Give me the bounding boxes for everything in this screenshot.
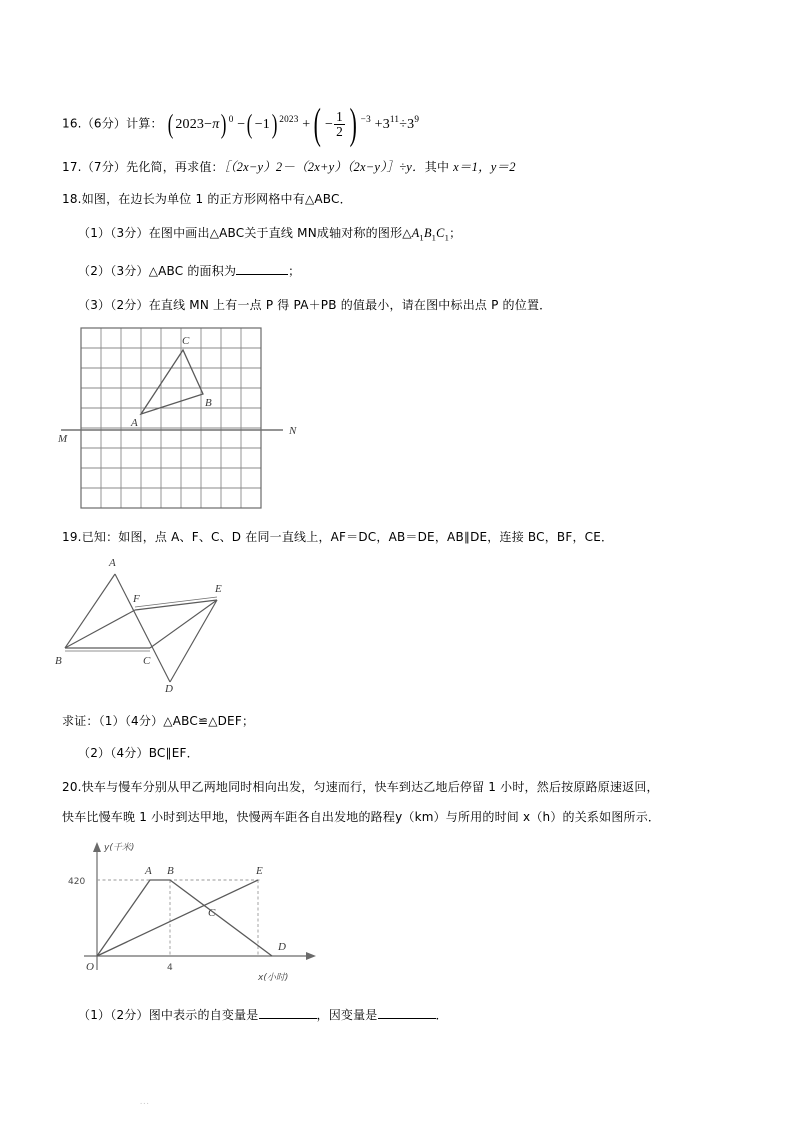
term-2023: 2023 [175,116,205,132]
p20-sub1-text-a: 图中表示的自变量是 [148,1008,259,1022]
close-paren-1: ) [221,108,227,139]
pi-symbol: π [212,116,220,132]
x-axis-arrow-icon [306,952,316,960]
prove1-points: （4分） [124,714,164,728]
grid-svg [55,322,325,522]
p20-sub1-text-b: ，因变量是 [316,1008,378,1022]
figure-20-graph [62,838,392,988]
open-paren-2: ( [247,108,253,139]
prove1-label: （1） [98,714,125,728]
term-one: 1 [262,116,270,132]
problem-19-stem-text: 已知：如图，点 A、F、C、D 在同一直线上，AF＝DC，AB＝DE，AB∥DE，连接 BC，BF，CE． [81,530,614,544]
y-axis-label: y(千米) [104,843,135,853]
x-tick-4: 4 [167,963,173,973]
problem-19-prove-1 [62,712,254,730]
sub1-b-index: 1 [431,232,437,243]
sub1-a-index: 1 [419,232,424,243]
label-A: A [109,557,116,569]
problem-20-number: 20. [62,780,82,794]
exponent-2023: 2023 [279,114,299,125]
triangle-abc [141,350,203,414]
sub1-tail: ； [449,226,462,240]
sub2-label: （2） [78,264,111,278]
fraction-denominator: 2 [336,124,344,140]
problem-17-line [62,158,516,176]
prove2-points: （4分） [110,746,149,760]
minus-frac-sign: − [325,116,334,132]
p20-sub1-tail: ． [435,1008,448,1022]
problem-18-stem [62,190,352,208]
origin-label: O [86,961,94,973]
close-paren-3: ) [349,100,358,148]
sub3-points: （2分） [110,298,149,312]
exponent-9: 9 [414,114,420,125]
label-C: C [182,335,190,347]
dependent-variable-blank[interactable] [378,1006,436,1019]
problem-18-number: 18. [62,192,82,206]
exponent-11: 11 [389,114,400,125]
point-label-C: C [208,907,216,919]
problem-17-number: 17. [62,160,82,174]
triangle-edges [65,574,217,682]
problem-16-points: （6分） [81,116,127,131]
problem-18-stem-text: 如图，在边长为单位 1 的正方形网格中有△ABC． [81,192,352,206]
problem-18-sub3 [78,296,551,314]
minus-inner: − [254,116,263,132]
sub1-c-index: 1 [444,232,450,243]
sub1-points: （3分） [110,226,149,240]
x-axis-label: x(小时) [258,973,289,983]
answer-blank-area[interactable] [236,262,288,275]
problem-20-stem-b: 快车比慢车晚 1 小时到达甲地，快慢两车距各自出发地的路程y（km）与所用的时间 x（h）的关系如图所示． [62,810,661,824]
footer-dots: ... [140,1096,150,1106]
label-B: B [55,655,62,667]
prove1-text: △ABC≌△DEF； [163,714,255,728]
minus-2: − [237,116,246,132]
grid-lines [81,328,261,508]
problem-16-line [62,100,420,148]
sub1-c-letter: C [436,226,445,240]
sub3-text: 在直线 MN 上有一点 P 得 PA＋PB 的值最小，请在图中标出点 P 的位置． [148,298,552,312]
problem-16-prompt: 计算： [126,116,163,131]
problem-18-sub1 [78,224,461,246]
problem-20-stem-line1 [62,778,659,796]
label-N: N [289,425,297,437]
term-3a: 3 [382,116,390,132]
slow-train-line [97,880,258,956]
open-paren-3: ( [314,100,322,148]
p20-sub1-label: （1） [78,1008,111,1022]
prove2-label: （2） [78,746,111,760]
problem-20-stem-line2 [62,808,660,826]
fraction-one-half [334,110,345,139]
figure-19-triangles [55,552,315,695]
sub1-label: （1） [78,226,111,240]
label-M: M [58,433,68,445]
point-label-A: A [145,865,152,877]
problem-19-prove-2 [78,744,199,762]
grid-border [81,328,261,508]
plus-1: + [302,116,311,132]
problem-20-sub1 [78,1006,448,1024]
point-label-E: E [256,865,263,877]
label-D: D [165,683,173,695]
point-label-B: B [167,865,174,877]
minus-1: − [204,116,213,132]
problem-17-points: （7分） [81,160,127,174]
problem-17-condition-prefix: 其中 [424,160,454,174]
plus-2: + [374,116,383,132]
sub1-b-letter: B [423,226,432,240]
label-E: E [215,583,222,595]
fraction-numerator: 1 [336,109,344,125]
sub1-text-a: 在图中画出△ABC关于直线 MN成轴对称的图形△ [148,226,412,240]
problem-19-number: 19. [62,530,82,544]
sub2-points: （3分） [110,264,149,278]
problem-17-expression: ［（2x−y）2－（2x+y）（2x−y）］÷y． [223,160,425,174]
problem-16-expression [166,100,420,148]
label-F: F [133,593,140,605]
y-tick-420: 420 [68,877,86,887]
figure-18-grid [55,322,325,522]
close-paren-2: ) [271,108,278,139]
sub1-a-letter: A [411,226,420,240]
p20-sub1-points: （2分） [110,1008,149,1022]
problem-18-sub2 [78,262,300,280]
independent-variable-blank[interactable] [259,1006,317,1019]
sub2-text: △ABC 的面积为 [148,264,237,278]
prove-prefix: 求证： [62,714,99,728]
triangles-svg [55,552,315,695]
exponent-0: 0 [228,114,234,125]
exponent-minus3: −3 [360,114,371,125]
point-label-D: D [278,941,286,953]
graph-svg [62,838,392,988]
y-axis-arrow-icon [93,842,101,852]
problem-20-stem-a: 快车与慢车分别从甲乙两地同时相向出发，匀速而行，快车到达乙地后停留 1 小时，然后按原路原速返回， [81,780,659,794]
term-3b: 3 [407,116,415,132]
problem-17-condition: x＝1，y＝2 [453,160,516,174]
label-B: B [205,397,212,409]
sub3-label: （3） [78,298,111,312]
label-A: A [131,417,138,429]
open-paren-1: ( [167,108,174,139]
divide-symbol: ÷ [399,116,408,132]
prove2-text: BC∥EF． [148,746,199,760]
label-C: C [143,655,151,667]
problem-17-prompt: 先化简，再求值： [126,160,224,174]
problem-16-number: 16. [62,116,82,131]
fast-train-line [97,880,272,956]
sub2-tail: ； [288,264,301,278]
problem-19-stem [62,528,613,546]
